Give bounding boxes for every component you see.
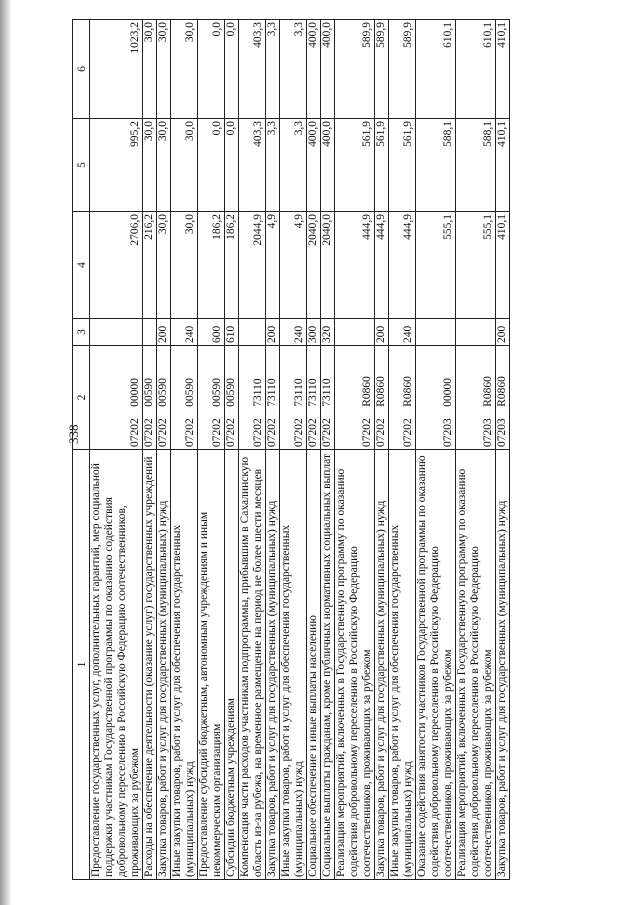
- table-row: [225, 20, 239, 880]
- header-col-2: 2: [73, 346, 90, 450]
- row-name: Закупка товаров, работ и услуг для государственных (муниципальных) нужд: [375, 450, 389, 880]
- row-name: Оказание содействия занятости участников Государственной программы по оказанию содействия добровольному переселению в Российскую Федерацию соотечественников, проживающих за рубежом: [416, 450, 456, 880]
- table-row: [375, 20, 389, 880]
- row-value-col5: 3,3: [280, 119, 307, 212]
- row-value-col6: 3,3: [266, 20, 280, 119]
- row-value-col5: 400,0: [321, 119, 335, 212]
- row-expense-type: 600: [198, 319, 225, 346]
- row-value-col5: 588,1: [416, 119, 456, 212]
- row-value-col5: 30,0: [171, 119, 198, 212]
- row-section-code: 07202: [143, 418, 155, 447]
- table-row: [143, 20, 157, 880]
- table-row: [239, 20, 266, 880]
- row-expense-type: [90, 319, 143, 346]
- row-value-col6: 400,0: [321, 20, 335, 119]
- row-expense-type: 200: [266, 319, 280, 346]
- header-col-1: 1: [73, 450, 90, 880]
- row-expense-type: [335, 319, 375, 346]
- row-codes: [456, 346, 496, 450]
- row-expense-type: [416, 319, 456, 346]
- row-section-code: 07202: [184, 418, 196, 447]
- row-value-col6: 589,9: [389, 20, 416, 119]
- row-value-col5: 0,0: [225, 119, 239, 212]
- row-name: Иные закупки товаров, работ и услуг для обеспечения государственных (муниципальных) нужд: [280, 450, 307, 880]
- row-section-code: 07202: [321, 418, 333, 447]
- row-expense-type: 200: [375, 319, 389, 346]
- row-target-code: 00590: [211, 378, 223, 407]
- row-section-code: 07202: [361, 418, 373, 447]
- row-section-code: 07202: [375, 418, 387, 447]
- row-target-code: 73110: [321, 378, 333, 407]
- table-row: [90, 20, 143, 880]
- table-row: [335, 20, 375, 880]
- row-value-col4: 4,9: [280, 212, 307, 319]
- row-target-code: 73110: [307, 378, 319, 407]
- row-expense-type: 240: [171, 319, 198, 346]
- row-value-col4: 30,0: [171, 212, 198, 319]
- row-target-code: 00590: [143, 378, 155, 407]
- row-value-col5: 588,1: [456, 119, 496, 212]
- row-value-col6: 30,0: [143, 20, 157, 119]
- row-name: Закупка товаров, работ и услуг для государственных (муниципальных) нужд: [266, 450, 280, 880]
- row-codes: [280, 346, 307, 450]
- row-name: Социальное обеспечение и иные выплаты населению: [307, 450, 321, 880]
- row-expense-type: 320: [321, 319, 335, 346]
- table-row: [171, 20, 198, 880]
- row-name: Расходы на обеспечение деятельности (оказание услуг) государственных учреждений: [143, 450, 157, 880]
- row-value-col6: 403,3: [239, 20, 266, 119]
- row-name: Предоставление субсидий бюджетным, автономным учреждениям и иным некоммерческим организациям: [198, 450, 225, 880]
- row-expense-type: 240: [389, 319, 416, 346]
- table-row: [321, 20, 335, 880]
- header-col-5: 5: [73, 119, 90, 212]
- row-expense-type: 200: [496, 319, 510, 346]
- table-row: [389, 20, 416, 880]
- row-value-col4: 444,9: [375, 212, 389, 319]
- header-col-4: 4: [73, 212, 90, 319]
- row-codes: [335, 346, 375, 450]
- row-target-code: R0860: [496, 376, 508, 407]
- budget-table-rotated: [72, 20, 640, 880]
- row-expense-type: [239, 319, 266, 346]
- row-section-code: 07202: [307, 418, 319, 447]
- row-codes: [239, 346, 266, 450]
- row-target-code: 00000: [442, 378, 454, 407]
- row-name: Компенсация части расходов участникам подпрограммы, прибывшим в Сахалинскую область из-за рубежа, на временное размещение на период не более шести месяцев: [239, 450, 266, 880]
- row-target-code: R0860: [361, 376, 373, 407]
- row-codes: [321, 346, 335, 450]
- row-value-col4: 186,2: [225, 212, 239, 319]
- row-name: Социальные выплаты гражданам, кроме публичных нормативных социальных выплат: [321, 450, 335, 880]
- table-header-row: [73, 20, 90, 880]
- row-name: Предоставление государственных услуг, дополнительных гарантий, мер социальной поддержки участникам Государственной программы по оказанию содействия добровольному переселению в Российскую Федерацию соотечественников, проживающих за рубежом: [90, 450, 143, 880]
- row-value-col4: 555,1: [416, 212, 456, 319]
- row-value-col5: 400,0: [307, 119, 321, 212]
- row-section-code: 07202: [157, 418, 169, 447]
- row-name: Иные закупки товаров, работ и услуг для обеспечения государственных (муниципальных) нужд: [389, 450, 416, 880]
- row-value-col6: 610,1: [416, 20, 456, 119]
- row-expense-type: 200: [157, 319, 171, 346]
- row-expense-type: 300: [307, 319, 321, 346]
- row-target-code: 73110: [266, 378, 278, 407]
- row-expense-type: [143, 319, 157, 346]
- row-value-col5: 561,9: [375, 119, 389, 212]
- row-target-code: 73110: [252, 378, 264, 407]
- row-section-code: 07202: [129, 418, 141, 447]
- row-value-col6: 0,0: [225, 20, 239, 119]
- row-section-code: 07202: [266, 418, 278, 447]
- row-codes: [171, 346, 198, 450]
- row-value-col4: 2040,0: [321, 212, 335, 319]
- row-value-col5: 561,9: [335, 119, 375, 212]
- row-section-code: 07202: [252, 418, 264, 447]
- row-codes: [416, 346, 456, 450]
- row-expense-type: 610: [225, 319, 239, 346]
- header-col-3: 3: [73, 319, 90, 346]
- row-name: Иные закупки товаров, работ и услуг для обеспечения государственных (муниципальных) нужд: [171, 450, 198, 880]
- row-value-col4: 216,2: [143, 212, 157, 319]
- row-value-col5: 410,1: [496, 119, 510, 212]
- table-row: [198, 20, 225, 880]
- row-value-col4: 555,1: [456, 212, 496, 319]
- row-value-col5: 30,0: [143, 119, 157, 212]
- row-value-col6: 3,3: [280, 20, 307, 119]
- row-value-col5: 403,3: [239, 119, 266, 212]
- row-value-col4: 410,1: [496, 212, 510, 319]
- row-value-col5: 995,2: [90, 119, 143, 212]
- table-body: [90, 20, 510, 880]
- table-row: [456, 20, 496, 880]
- table-row: [157, 20, 171, 880]
- scan-edge: [0, 0, 12, 905]
- row-codes: [496, 346, 510, 450]
- row-value-col4: 30,0: [157, 212, 171, 319]
- row-section-code: 07203: [482, 418, 494, 447]
- row-value-col4: 444,9: [335, 212, 375, 319]
- row-codes: [157, 346, 171, 450]
- row-section-code: 07202: [211, 418, 223, 447]
- row-name: Субсидии бюджетным учреждениям: [225, 450, 239, 880]
- row-codes: [266, 346, 280, 450]
- row-name: Закупка товаров, работ и услуг для государственных (муниципальных) нужд: [157, 450, 171, 880]
- row-codes: [375, 346, 389, 450]
- row-target-code: R0860: [375, 376, 387, 407]
- row-value-col5: 30,0: [157, 119, 171, 212]
- row-value-col6: 589,9: [335, 20, 375, 119]
- row-codes: [307, 346, 321, 450]
- row-codes: [225, 346, 239, 450]
- row-value-col4: 2044,9: [239, 212, 266, 319]
- table-row: [280, 20, 307, 880]
- row-section-code: 07203: [442, 418, 454, 447]
- budget-table: [72, 19, 510, 880]
- row-value-col5: 0,0: [198, 119, 225, 212]
- row-target-code: R0860: [482, 376, 494, 407]
- row-target-code: 00590: [157, 378, 169, 407]
- table-row: [307, 20, 321, 880]
- table-row: [416, 20, 456, 880]
- row-value-col6: 610,1: [456, 20, 496, 119]
- row-value-col6: 0,0: [198, 20, 225, 119]
- page-number: 338: [66, 424, 81, 444]
- row-expense-type: 240: [280, 319, 307, 346]
- row-value-col5: 561,9: [389, 119, 416, 212]
- row-value-col4: 4,9: [266, 212, 280, 319]
- row-value-col6: 30,0: [171, 20, 198, 119]
- row-section-code: 07203: [496, 418, 508, 447]
- row-target-code: 73110: [293, 378, 305, 407]
- row-value-col5: 3,3: [266, 119, 280, 212]
- row-value-col6: 30,0: [157, 20, 171, 119]
- row-codes: [198, 346, 225, 450]
- row-section-code: 07202: [293, 418, 305, 447]
- row-target-code: 00590: [184, 378, 196, 407]
- row-expense-type: [456, 319, 496, 346]
- row-codes: [389, 346, 416, 450]
- table-row: [496, 20, 510, 880]
- row-name: Реализация мероприятий, включенных в Государственную программу по оказанию содействия добровольному переселению в Российскую Федерацию соотечественников, проживающих за рубежом: [335, 450, 375, 880]
- row-value-col6: 1023,2: [90, 20, 143, 119]
- row-target-code: 00590: [225, 378, 237, 407]
- row-value-col4: 186,2: [198, 212, 225, 319]
- row-target-code: R0860: [402, 376, 414, 407]
- row-value-col6: 410,1: [496, 20, 510, 119]
- row-name: Реализация мероприятий, включенных в Государственную программу по оказанию содействия добровольному переселению в Российскую Федерацию соотечественников, проживающих за рубежом: [456, 450, 496, 880]
- header-col-6: 6: [73, 20, 90, 119]
- row-codes: [143, 346, 157, 450]
- row-target-code: 00000: [129, 378, 141, 407]
- row-value-col4: 444,9: [389, 212, 416, 319]
- table-row: [266, 20, 280, 880]
- row-name: Закупка товаров, работ и услуг для государственных (муниципальных) нужд: [496, 450, 510, 880]
- row-value-col6: 400,0: [307, 20, 321, 119]
- row-value-col4: 2040,0: [307, 212, 321, 319]
- row-value-col6: 589,9: [375, 20, 389, 119]
- row-codes: [90, 346, 143, 450]
- row-section-code: 07202: [225, 418, 237, 447]
- row-section-code: 07202: [402, 418, 414, 447]
- row-value-col4: 2706,0: [90, 212, 143, 319]
